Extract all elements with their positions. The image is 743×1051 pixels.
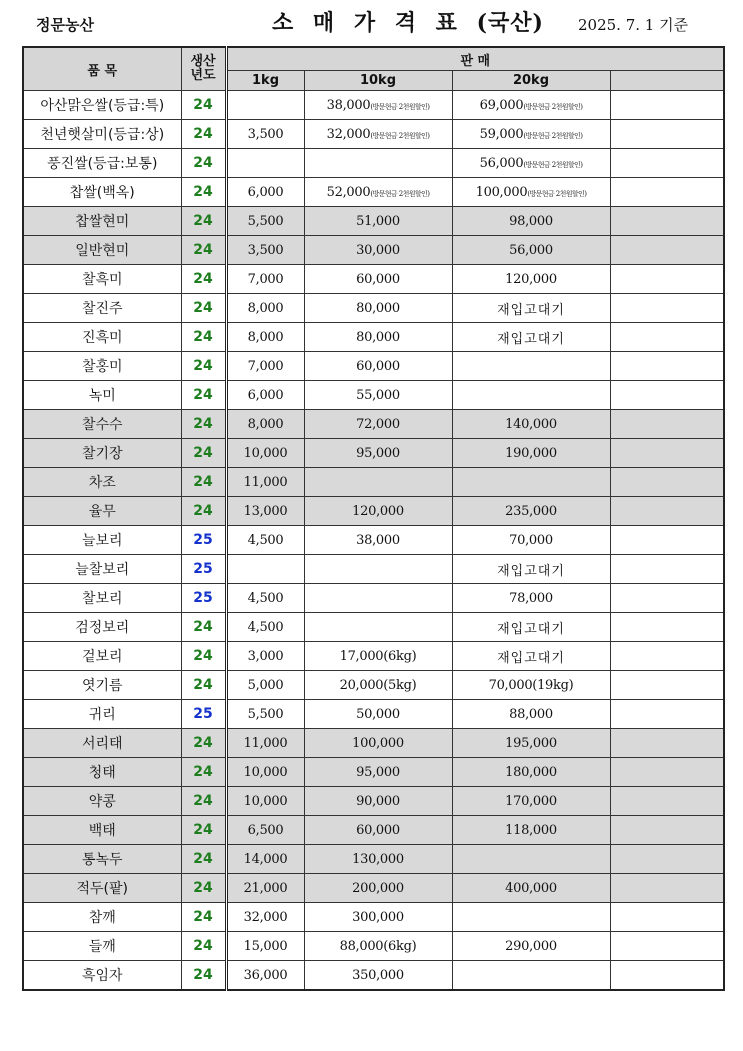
title-sub: (국산) <box>476 10 544 36</box>
blank-cell <box>610 497 724 526</box>
price-20kg-value: 98,000 <box>509 213 553 229</box>
production-year: 25 <box>181 526 226 555</box>
price-10kg-value: 60,000 <box>356 822 400 838</box>
table-row <box>23 120 724 149</box>
price-10kg-value: 17,000(6kg) <box>339 648 417 664</box>
price-10kg <box>304 294 452 323</box>
production-year: 24 <box>181 874 226 903</box>
blank-cell <box>610 381 724 410</box>
header-10kg: 10kg <box>304 71 452 91</box>
price-10kg <box>304 903 452 932</box>
blank-cell <box>610 816 724 845</box>
item-name: 약콩 <box>23 787 181 816</box>
production-year: 24 <box>181 236 226 265</box>
blank-cell <box>610 439 724 468</box>
price-1kg: 6,500 <box>226 816 304 845</box>
table-row <box>23 874 724 903</box>
blank-cell <box>610 410 724 439</box>
blank-cell <box>610 932 724 961</box>
price-20kg-value: 290,000 <box>505 938 557 954</box>
price-10kg <box>304 845 452 874</box>
item-name: 적두(팥) <box>23 874 181 903</box>
production-year: 24 <box>181 323 226 352</box>
price-10kg <box>304 352 452 381</box>
price-20kg-value: 235,000 <box>505 503 557 519</box>
table-row <box>23 845 724 874</box>
price-1kg: 6,000 <box>226 178 304 207</box>
price-1kg: 8,000 <box>226 410 304 439</box>
price-10kg <box>304 265 452 294</box>
production-year: 24 <box>181 468 226 497</box>
header-item: 품 목 <box>23 47 181 91</box>
price-10kg <box>304 497 452 526</box>
item-name: 백태 <box>23 816 181 845</box>
price-20kg <box>452 758 610 787</box>
price-20kg <box>452 816 610 845</box>
blank-cell <box>610 468 724 497</box>
blank-cell <box>610 236 724 265</box>
production-year: 24 <box>181 903 226 932</box>
production-year: 24 <box>181 149 226 178</box>
price-20kg <box>452 207 610 236</box>
price-20kg-value: 70,000(19kg) <box>488 677 574 693</box>
table-row <box>23 91 724 120</box>
item-name: 귀리 <box>23 700 181 729</box>
price-1kg: 32,000 <box>226 903 304 932</box>
item-name: 겉보리 <box>23 642 181 671</box>
blank-cell <box>610 642 724 671</box>
price-1kg: 11,000 <box>226 729 304 758</box>
price-10kg-value: 88,000(6kg) <box>339 938 417 954</box>
item-name: 진흑미 <box>23 323 181 352</box>
price-20kg <box>452 439 610 468</box>
blank-cell <box>610 845 724 874</box>
table-row <box>23 381 724 410</box>
price-20kg <box>452 700 610 729</box>
production-year: 24 <box>181 265 226 294</box>
price-10kg-value: 95,000 <box>356 445 400 461</box>
item-name: 참깨 <box>23 903 181 932</box>
price-20kg <box>452 671 610 700</box>
title-main: 소 매 가 격 표 <box>272 10 463 36</box>
production-year: 24 <box>181 729 226 758</box>
item-name: 늘보리 <box>23 526 181 555</box>
price-10kg <box>304 91 452 120</box>
table-row <box>23 671 724 700</box>
price-20kg-value: 재입고대기 <box>497 563 565 579</box>
table-row <box>23 758 724 787</box>
blank-cell <box>610 178 724 207</box>
price-10kg <box>304 149 452 178</box>
price-20kg <box>452 497 610 526</box>
price-10kg-value: 38,000 <box>326 97 371 113</box>
table-row <box>23 932 724 961</box>
price-1kg <box>226 555 304 584</box>
blank-cell <box>610 555 724 584</box>
item-name: 찹쌀현미 <box>23 207 181 236</box>
discount-note: (방문현금 2천원할인) <box>527 189 587 198</box>
price-20kg-value: 118,000 <box>505 822 557 838</box>
price-20kg <box>452 729 610 758</box>
item-name: 찹쌀(백옥) <box>23 178 181 207</box>
price-20kg <box>452 91 610 120</box>
price-20kg <box>452 294 610 323</box>
header-year: 생산 년도 <box>181 47 226 91</box>
price-20kg-value: 88,000 <box>509 706 553 722</box>
blank-cell <box>610 323 724 352</box>
price-10kg-value: 130,000 <box>352 851 404 867</box>
price-10kg-value: 80,000 <box>356 300 400 316</box>
price-1kg: 8,000 <box>226 323 304 352</box>
price-20kg <box>452 265 610 294</box>
item-name: 아산맑은쌀(등급:특) <box>23 91 181 120</box>
price-10kg <box>304 381 452 410</box>
price-20kg <box>452 120 610 149</box>
price-20kg <box>452 613 610 642</box>
price-1kg: 7,000 <box>226 265 304 294</box>
discount-note: (방문현금 2천원할인) <box>370 102 430 111</box>
price-1kg <box>226 149 304 178</box>
item-name: 율무 <box>23 497 181 526</box>
price-20kg-value: 195,000 <box>505 735 557 751</box>
item-name: 찰진주 <box>23 294 181 323</box>
item-name: 천년햇살미(등급:상) <box>23 120 181 149</box>
blank-cell <box>610 613 724 642</box>
header-blank <box>610 71 724 91</box>
table-row <box>23 584 724 613</box>
price-10kg <box>304 120 452 149</box>
blank-cell <box>610 758 724 787</box>
price-10kg-value: 32,000 <box>326 126 371 142</box>
price-1kg: 21,000 <box>226 874 304 903</box>
price-1kg: 15,000 <box>226 932 304 961</box>
price-10kg <box>304 178 452 207</box>
item-name: 찰홍미 <box>23 352 181 381</box>
price-10kg-value: 60,000 <box>356 271 400 287</box>
price-20kg-value: 170,000 <box>505 793 557 809</box>
price-10kg-value: 120,000 <box>352 503 404 519</box>
table-row <box>23 410 724 439</box>
blank-cell <box>610 265 724 294</box>
price-10kg <box>304 700 452 729</box>
price-10kg-value: 90,000 <box>356 793 400 809</box>
item-name: 찰기장 <box>23 439 181 468</box>
price-1kg: 13,000 <box>226 497 304 526</box>
header-1kg: 1kg <box>226 71 304 91</box>
item-name: 차조 <box>23 468 181 497</box>
blank-cell <box>610 874 724 903</box>
blank-cell <box>610 91 724 120</box>
price-20kg <box>452 178 610 207</box>
price-1kg: 11,000 <box>226 468 304 497</box>
price-20kg-value: 120,000 <box>505 271 557 287</box>
item-name: 검정보리 <box>23 613 181 642</box>
item-name: 찰보리 <box>23 584 181 613</box>
blank-cell <box>610 961 724 991</box>
price-20kg <box>452 845 610 874</box>
blank-cell <box>610 584 724 613</box>
price-20kg <box>452 932 610 961</box>
blank-cell <box>610 729 724 758</box>
item-name: 풍진쌀(등급:보통) <box>23 149 181 178</box>
price-1kg: 10,000 <box>226 439 304 468</box>
item-name: 엿기름 <box>23 671 181 700</box>
table-row <box>23 207 724 236</box>
price-10kg-value: 50,000 <box>356 706 400 722</box>
price-10kg <box>304 323 452 352</box>
production-year: 24 <box>181 787 226 816</box>
price-1kg: 8,000 <box>226 294 304 323</box>
blank-cell <box>610 903 724 932</box>
blank-cell <box>610 207 724 236</box>
price-10kg <box>304 816 452 845</box>
price-1kg: 10,000 <box>226 758 304 787</box>
price-1kg: 3,500 <box>226 236 304 265</box>
table-row <box>23 787 724 816</box>
price-20kg <box>452 961 610 991</box>
price-10kg-value: 100,000 <box>352 735 404 751</box>
reference-date: 2025. 7. 1 기준 <box>578 16 689 34</box>
production-year: 24 <box>181 932 226 961</box>
price-1kg: 3,000 <box>226 642 304 671</box>
company-name: 정문농산 <box>36 16 94 34</box>
production-year: 24 <box>181 642 226 671</box>
price-1kg: 4,500 <box>226 584 304 613</box>
price-10kg-value: 200,000 <box>352 880 404 896</box>
price-10kg-value: 55,000 <box>356 387 400 403</box>
production-year: 24 <box>181 410 226 439</box>
price-1kg: 3,500 <box>226 120 304 149</box>
price-20kg <box>452 323 610 352</box>
price-10kg <box>304 642 452 671</box>
price-20kg-value: 180,000 <box>505 764 557 780</box>
price-10kg <box>304 613 452 642</box>
production-year: 24 <box>181 497 226 526</box>
price-1kg: 6,000 <box>226 381 304 410</box>
production-year: 24 <box>181 758 226 787</box>
price-10kg <box>304 439 452 468</box>
price-table-body <box>23 91 724 991</box>
production-year: 24 <box>181 439 226 468</box>
price-10kg <box>304 874 452 903</box>
price-10kg-value: 30,000 <box>356 242 400 258</box>
blank-cell <box>610 294 724 323</box>
production-year: 24 <box>181 613 226 642</box>
price-1kg: 36,000 <box>226 961 304 991</box>
discount-note: (방문현금 2천원할인) <box>370 131 430 140</box>
discount-note: (방문현금 2천원할인) <box>523 102 583 111</box>
table-row <box>23 294 724 323</box>
price-1kg: 10,000 <box>226 787 304 816</box>
price-10kg <box>304 584 452 613</box>
table-row <box>23 555 724 584</box>
blank-cell <box>610 526 724 555</box>
price-20kg <box>452 874 610 903</box>
price-1kg: 4,500 <box>226 613 304 642</box>
price-10kg-value: 72,000 <box>356 416 400 432</box>
price-1kg: 5,500 <box>226 207 304 236</box>
production-year: 24 <box>181 294 226 323</box>
price-1kg <box>226 91 304 120</box>
item-name: 청태 <box>23 758 181 787</box>
price-20kg-value: 59,000 <box>479 126 524 142</box>
price-10kg <box>304 961 452 991</box>
production-year: 24 <box>181 671 226 700</box>
discount-note: (방문현금 2천원할인) <box>523 160 583 169</box>
table-row <box>23 526 724 555</box>
price-20kg <box>452 584 610 613</box>
price-20kg <box>452 410 610 439</box>
item-name: 녹미 <box>23 381 181 410</box>
price-20kg-value: 190,000 <box>505 445 557 461</box>
price-20kg-value: 400,000 <box>505 880 557 896</box>
price-10kg-value: 20,000(5kg) <box>339 677 417 693</box>
price-20kg-value: 56,000 <box>509 242 553 258</box>
item-name: 서리태 <box>23 729 181 758</box>
blank-cell <box>610 149 724 178</box>
production-year: 24 <box>181 961 226 991</box>
price-20kg <box>452 149 610 178</box>
production-year: 24 <box>181 207 226 236</box>
table-row <box>23 642 724 671</box>
item-name: 흑임자 <box>23 961 181 991</box>
price-20kg-value: 재입고대기 <box>497 331 565 347</box>
item-name: 일반현미 <box>23 236 181 265</box>
price-table <box>22 46 725 991</box>
item-name: 늘찰보리 <box>23 555 181 584</box>
price-20kg <box>452 352 610 381</box>
price-10kg <box>304 555 452 584</box>
table-row <box>23 729 724 758</box>
table-row <box>23 903 724 932</box>
price-10kg-value: 95,000 <box>356 764 400 780</box>
production-year: 25 <box>181 700 226 729</box>
price-20kg <box>452 642 610 671</box>
document-header <box>0 0 743 44</box>
production-year: 24 <box>181 120 226 149</box>
price-10kg <box>304 758 452 787</box>
table-row <box>23 439 724 468</box>
production-year: 25 <box>181 555 226 584</box>
price-20kg-value: 재입고대기 <box>497 302 565 318</box>
table-row <box>23 352 724 381</box>
item-name: 찰수수 <box>23 410 181 439</box>
price-20kg-value: 78,000 <box>509 590 553 606</box>
blank-cell <box>610 352 724 381</box>
price-10kg <box>304 671 452 700</box>
price-20kg-value: 재입고대기 <box>497 650 565 666</box>
production-year: 24 <box>181 178 226 207</box>
table-row <box>23 323 724 352</box>
price-20kg <box>452 526 610 555</box>
price-20kg-value: 140,000 <box>505 416 557 432</box>
price-20kg-value: 56,000 <box>479 155 524 171</box>
price-10kg-value: 60,000 <box>356 358 400 374</box>
item-name: 들깨 <box>23 932 181 961</box>
price-20kg <box>452 555 610 584</box>
document-title <box>272 6 544 37</box>
production-year: 24 <box>181 816 226 845</box>
header-20kg: 20kg <box>452 71 610 91</box>
table-row <box>23 149 724 178</box>
price-20kg-value: 100,000 <box>475 184 528 200</box>
table-row <box>23 265 724 294</box>
table-row <box>23 816 724 845</box>
price-10kg <box>304 236 452 265</box>
price-1kg: 4,500 <box>226 526 304 555</box>
price-10kg <box>304 526 452 555</box>
price-20kg <box>452 787 610 816</box>
price-10kg-value: 350,000 <box>352 967 404 983</box>
table-row <box>23 700 724 729</box>
price-20kg-value: 69,000 <box>479 97 524 113</box>
price-10kg <box>304 410 452 439</box>
production-year: 24 <box>181 91 226 120</box>
blank-cell <box>610 671 724 700</box>
blank-cell <box>610 787 724 816</box>
table-row <box>23 497 724 526</box>
price-10kg-value: 80,000 <box>356 329 400 345</box>
table-row <box>23 613 724 642</box>
production-year: 24 <box>181 352 226 381</box>
price-20kg-value: 재입고대기 <box>497 621 565 637</box>
item-name: 통녹두 <box>23 845 181 874</box>
discount-note: (방문현금 2천원할인) <box>370 189 430 198</box>
price-1kg: 14,000 <box>226 845 304 874</box>
production-year: 24 <box>181 381 226 410</box>
item-name: 찰흑미 <box>23 265 181 294</box>
price-10kg-value: 52,000 <box>326 184 371 200</box>
header-sale: 판 매 <box>226 47 724 71</box>
price-10kg <box>304 787 452 816</box>
price-1kg: 5,000 <box>226 671 304 700</box>
table-row <box>23 178 724 207</box>
production-year: 25 <box>181 584 226 613</box>
price-10kg <box>304 207 452 236</box>
production-year: 24 <box>181 845 226 874</box>
price-10kg <box>304 468 452 497</box>
price-10kg <box>304 932 452 961</box>
price-20kg <box>452 236 610 265</box>
price-1kg: 5,500 <box>226 700 304 729</box>
price-10kg-value: 38,000 <box>356 532 400 548</box>
price-20kg <box>452 903 610 932</box>
table-row <box>23 236 724 265</box>
price-20kg <box>452 468 610 497</box>
price-10kg-value: 300,000 <box>352 909 404 925</box>
discount-note: (방문현금 2천원할인) <box>523 131 583 140</box>
price-10kg-value: 51,000 <box>356 213 400 229</box>
blank-cell <box>610 700 724 729</box>
price-20kg-value: 70,000 <box>509 532 553 548</box>
blank-cell <box>610 120 724 149</box>
price-10kg <box>304 729 452 758</box>
table-row <box>23 961 724 991</box>
price-20kg <box>452 381 610 410</box>
price-1kg: 7,000 <box>226 352 304 381</box>
table-row <box>23 468 724 497</box>
